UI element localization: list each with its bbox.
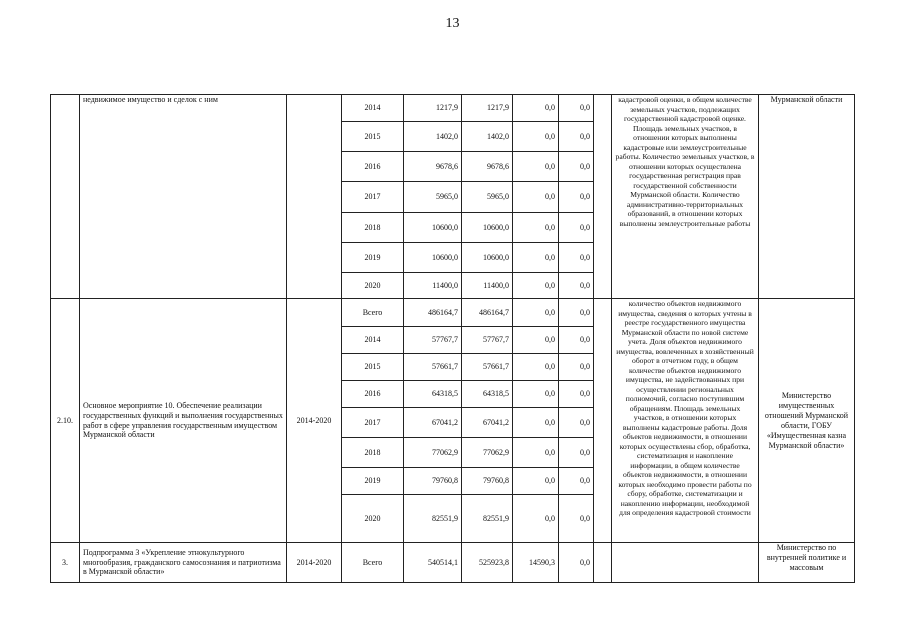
page-number: 13 <box>445 16 460 31</box>
year-cell: 2016 <box>342 152 404 182</box>
year-cell: 2017 <box>342 408 404 438</box>
regional-budget-cell: 1217,9 <box>462 95 513 122</box>
indicator-cell: кадастровой оценки, в общем количестве земельных участков, подлежащих государственной кадастровой оценке. Площадь земельных участков, в отношении которых выполнены кадастровые или землеустроительные работы. Количество земельных участков, в отношении которых осуществлена государственная регистрация прав государственной собственности Мурманской области. Количество административно-территориальных образований, в отношении которых выполнены землеустроительные работы <box>612 95 759 299</box>
regional-budget-cell: 11400,0 <box>462 273 513 299</box>
total-cell: 9678,6 <box>404 152 462 182</box>
federal-budget-cell: 0,0 <box>513 122 559 152</box>
federal-budget-cell: 0,0 <box>513 182 559 213</box>
total-cell: 1217,9 <box>404 95 462 122</box>
executor-cell: Министерство по внутренней политике и массовым <box>759 543 855 583</box>
regional-budget-cell: 77062,9 <box>462 438 513 468</box>
total-cell: 11400,0 <box>404 273 462 299</box>
other-sources-cell: 0,0 <box>559 182 594 213</box>
total-cell: 57661,7 <box>404 354 462 381</box>
indicator-cell: количество объектов недвижимого имущества, сведения о которых учтены в реестре государственного имущества Мурманской области по новой системе учета. Доля объектов недвижимого имущества, вовлеченных в хозяйственный оборот в отчетном году, в общем количестве объектов недвижимого имущества, не задействованных при осуществлении региональных полномочий, согласно поступившим обращениям. Площадь земельных участков, в отношении которых выполнены кадастровые работы. Доля объектов недвижимости, в отношении которых осуществлены сбор, обработка, систематизация и накопление информации, в общем количестве объектов недвижимости, в отношении которых необходимо провести работы по сбору, обработке, систематизации и накоплению информации, необходимой для определения кадастровой стоимости <box>612 299 759 543</box>
indicator-cell <box>612 543 759 583</box>
year-cell: 2014 <box>342 95 404 122</box>
other-sources-cell: 0,0 <box>559 354 594 381</box>
total-cell: 79760,8 <box>404 468 462 495</box>
table-row <box>51 299 855 327</box>
regional-budget-cell: 1402,0 <box>462 122 513 152</box>
other-sources-cell: 0,0 <box>559 327 594 354</box>
other-sources-cell: 0,0 <box>559 495 594 543</box>
total-cell: 64318,5 <box>404 381 462 408</box>
regional-budget-cell: 67041,2 <box>462 408 513 438</box>
total-cell: 82551,9 <box>404 495 462 543</box>
other-sources-cell: 0,0 <box>559 543 594 583</box>
year-cell: 2019 <box>342 243 404 273</box>
blank-cell <box>594 299 612 543</box>
period-cell: 2014-2020 <box>287 299 342 543</box>
other-sources-cell: 0,0 <box>559 273 594 299</box>
measure-name: Подпрограмма 3 «Укрепление этнокультурного многообразия, гражданского самосознания и патриотизма в Мурманской области» <box>80 543 287 583</box>
total-cell: 10600,0 <box>404 213 462 243</box>
other-sources-cell: 0,0 <box>559 152 594 182</box>
measure-name: Основное мероприятие 10. Обеспечение реализации государственных функций и выполнения государственных работ в сфере управления государственным имуществом Мурманской области <box>80 299 287 543</box>
total-cell: 486164,7 <box>404 299 462 327</box>
other-sources-cell: 0,0 <box>559 438 594 468</box>
year-cell: 2016 <box>342 381 404 408</box>
federal-budget-cell: 14590,3 <box>513 543 559 583</box>
year-cell: Всего <box>342 543 404 583</box>
program-table <box>50 94 855 583</box>
executor-cell: Министерство имущественных отношений Мурманской области, ГОБУ «Имущественная казна Мурманской области» <box>759 299 855 543</box>
row-number-cell: 3. <box>51 543 80 583</box>
other-sources-cell: 0,0 <box>559 122 594 152</box>
regional-budget-cell: 57661,7 <box>462 354 513 381</box>
total-cell: 10600,0 <box>404 243 462 273</box>
blank-cell <box>594 543 612 583</box>
other-sources-cell: 0,0 <box>559 381 594 408</box>
year-cell: 2019 <box>342 468 404 495</box>
year-cell: 2017 <box>342 182 404 213</box>
year-cell: 2015 <box>342 122 404 152</box>
regional-budget-cell: 79760,8 <box>462 468 513 495</box>
federal-budget-cell: 0,0 <box>513 273 559 299</box>
total-cell: 5965,0 <box>404 182 462 213</box>
total-cell: 57767,7 <box>404 327 462 354</box>
period-cell <box>287 95 342 299</box>
federal-budget-cell: 0,0 <box>513 438 559 468</box>
year-cell: 2018 <box>342 438 404 468</box>
federal-budget-cell: 0,0 <box>513 299 559 327</box>
federal-budget-cell: 0,0 <box>513 327 559 354</box>
table-row <box>51 543 855 583</box>
blank-cell <box>594 95 612 299</box>
other-sources-cell: 0,0 <box>559 299 594 327</box>
total-cell: 1402,0 <box>404 122 462 152</box>
total-cell: 77062,9 <box>404 438 462 468</box>
table-row <box>51 95 855 122</box>
other-sources-cell: 0,0 <box>559 408 594 438</box>
regional-budget-cell: 64318,5 <box>462 381 513 408</box>
total-cell: 67041,2 <box>404 408 462 438</box>
year-cell: Всего <box>342 299 404 327</box>
federal-budget-cell: 0,0 <box>513 213 559 243</box>
measure-name: недвижимое имущество и сделок с ним <box>80 95 287 299</box>
regional-budget-cell: 525923,8 <box>462 543 513 583</box>
federal-budget-cell: 0,0 <box>513 95 559 122</box>
other-sources-cell: 0,0 <box>559 468 594 495</box>
regional-budget-cell: 82551,9 <box>462 495 513 543</box>
total-cell: 540514,1 <box>404 543 462 583</box>
year-cell: 2020 <box>342 273 404 299</box>
row-number-cell <box>51 95 80 299</box>
row-number-cell: 2.10. <box>51 299 80 543</box>
federal-budget-cell: 0,0 <box>513 381 559 408</box>
regional-budget-cell: 10600,0 <box>462 243 513 273</box>
federal-budget-cell: 0,0 <box>513 495 559 543</box>
other-sources-cell: 0,0 <box>559 243 594 273</box>
federal-budget-cell: 0,0 <box>513 408 559 438</box>
other-sources-cell: 0,0 <box>559 95 594 122</box>
year-cell: 2014 <box>342 327 404 354</box>
regional-budget-cell: 57767,7 <box>462 327 513 354</box>
year-cell: 2020 <box>342 495 404 543</box>
period-cell: 2014-2020 <box>287 543 342 583</box>
regional-budget-cell: 486164,7 <box>462 299 513 327</box>
federal-budget-cell: 0,0 <box>513 354 559 381</box>
other-sources-cell: 0,0 <box>559 213 594 243</box>
regional-budget-cell: 5965,0 <box>462 182 513 213</box>
year-cell: 2015 <box>342 354 404 381</box>
regional-budget-cell: 10600,0 <box>462 213 513 243</box>
federal-budget-cell: 0,0 <box>513 243 559 273</box>
year-cell: 2018 <box>342 213 404 243</box>
executor-cell: Мурманской области <box>759 95 855 299</box>
federal-budget-cell: 0,0 <box>513 152 559 182</box>
federal-budget-cell: 0,0 <box>513 468 559 495</box>
regional-budget-cell: 9678,6 <box>462 152 513 182</box>
